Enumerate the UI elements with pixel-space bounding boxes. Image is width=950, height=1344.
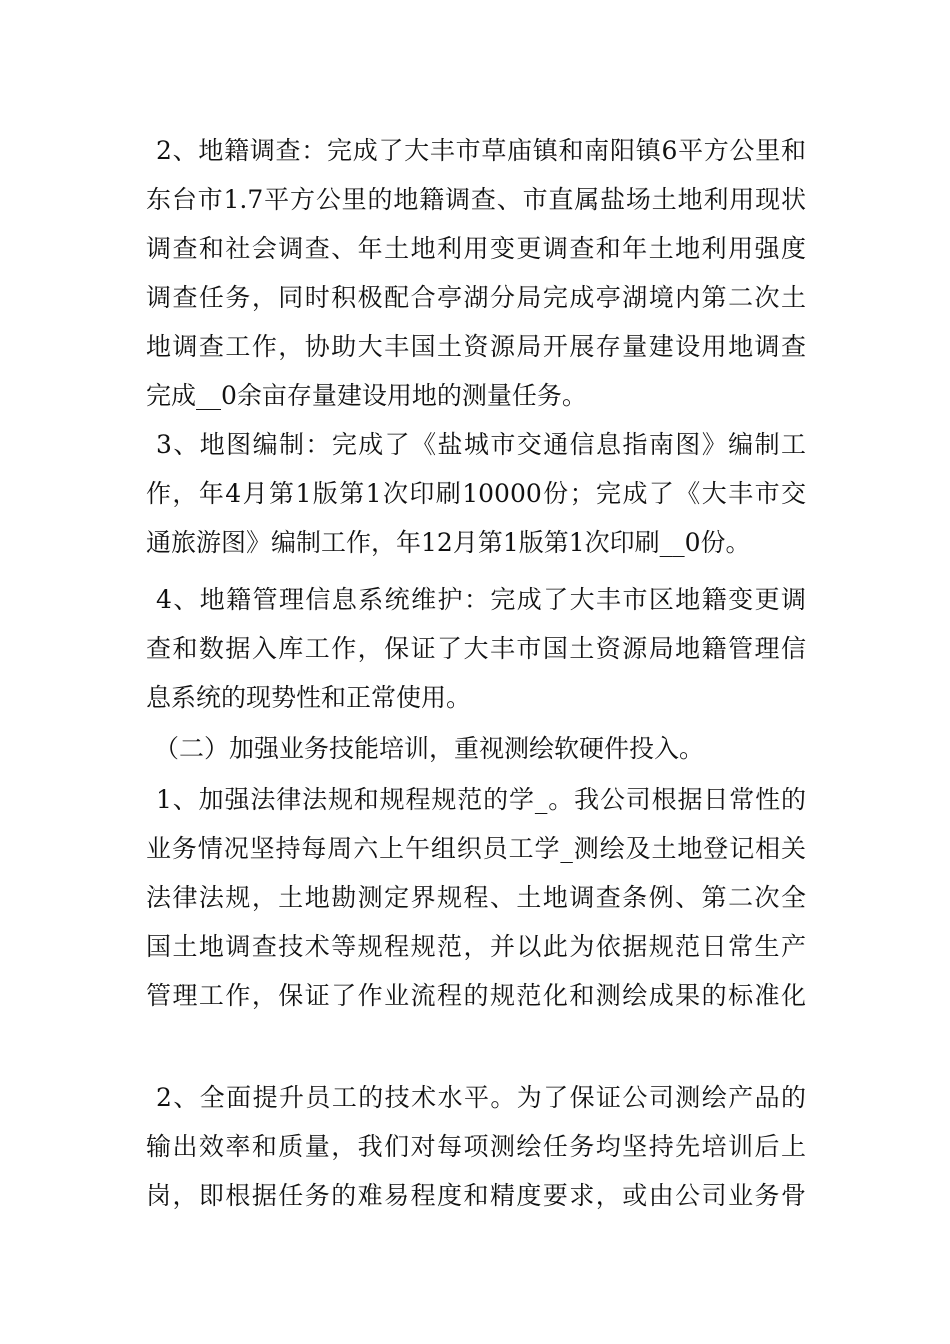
text-line: 2、全面提升员工的技术水平。为了保证公司测绘产品的 bbox=[156, 1083, 806, 1112]
text-line: 东台市1.7平方公里的地籍调查、市直属盐场土地利用现状 bbox=[146, 185, 806, 214]
text-line: 业务情况坚持每周六上午组织员工学_测绘及土地登记相关 bbox=[146, 834, 806, 863]
text-line: 作，年4月第1版第1次印刷10000份；完成了《大丰市交 bbox=[146, 479, 806, 508]
text-line: 地调查工作，协助大丰国土资源局开展存量建设用地调查 bbox=[146, 332, 806, 361]
text-line: 息系统的现势性和正常使用。 bbox=[146, 683, 472, 712]
text-line: 输出效率和质量，我们对每项测绘任务均坚持先培训后上 bbox=[146, 1132, 806, 1161]
text-line: 查和数据入库工作，保证了大丰市国土资源局地籍管理信 bbox=[146, 634, 806, 663]
text-line: 3、地图编制：完成了《盐城市交通信息指南图》编制工 bbox=[156, 430, 806, 459]
text-line: 4、地籍管理信息系统维护：完成了大丰市区地籍变更调 bbox=[156, 585, 806, 614]
text-line: 完成__0余亩存量建设用地的测量任务。 bbox=[146, 381, 587, 410]
text-line: 法律法规，土地勘测定界规程、土地调查条例、第二次全 bbox=[146, 883, 806, 912]
text-line: 调查任务，同时积极配合亭湖分局完成亭湖境内第二次土 bbox=[146, 283, 806, 312]
text-line: 通旅游图》编制工作，年12月第1版第1次印刷__0份。 bbox=[146, 528, 751, 557]
text-line: 国土地调查技术等规程规范，并以此为依据规范日常生产 bbox=[146, 932, 806, 961]
text-line: 岗，即根据任务的难易程度和精度要求，或由公司业务骨 bbox=[146, 1181, 806, 1210]
section-heading: （二）加强业务技能培训，重视测绘软硬件投入。 bbox=[154, 734, 705, 763]
text-line: 1、加强法律法规和规程规范的学_。我公司根据日常性的 bbox=[156, 785, 806, 814]
text-line: 2、地籍调查：完成了大丰市草庙镇和南阳镇6平方公里和 bbox=[156, 136, 806, 165]
text-line: 管理工作，保证了作业流程的规范化和测绘成果的标准化 bbox=[146, 981, 806, 1010]
text-line: 调查和社会调查、年土地利用变更调查和年土地利用强度 bbox=[146, 234, 806, 263]
